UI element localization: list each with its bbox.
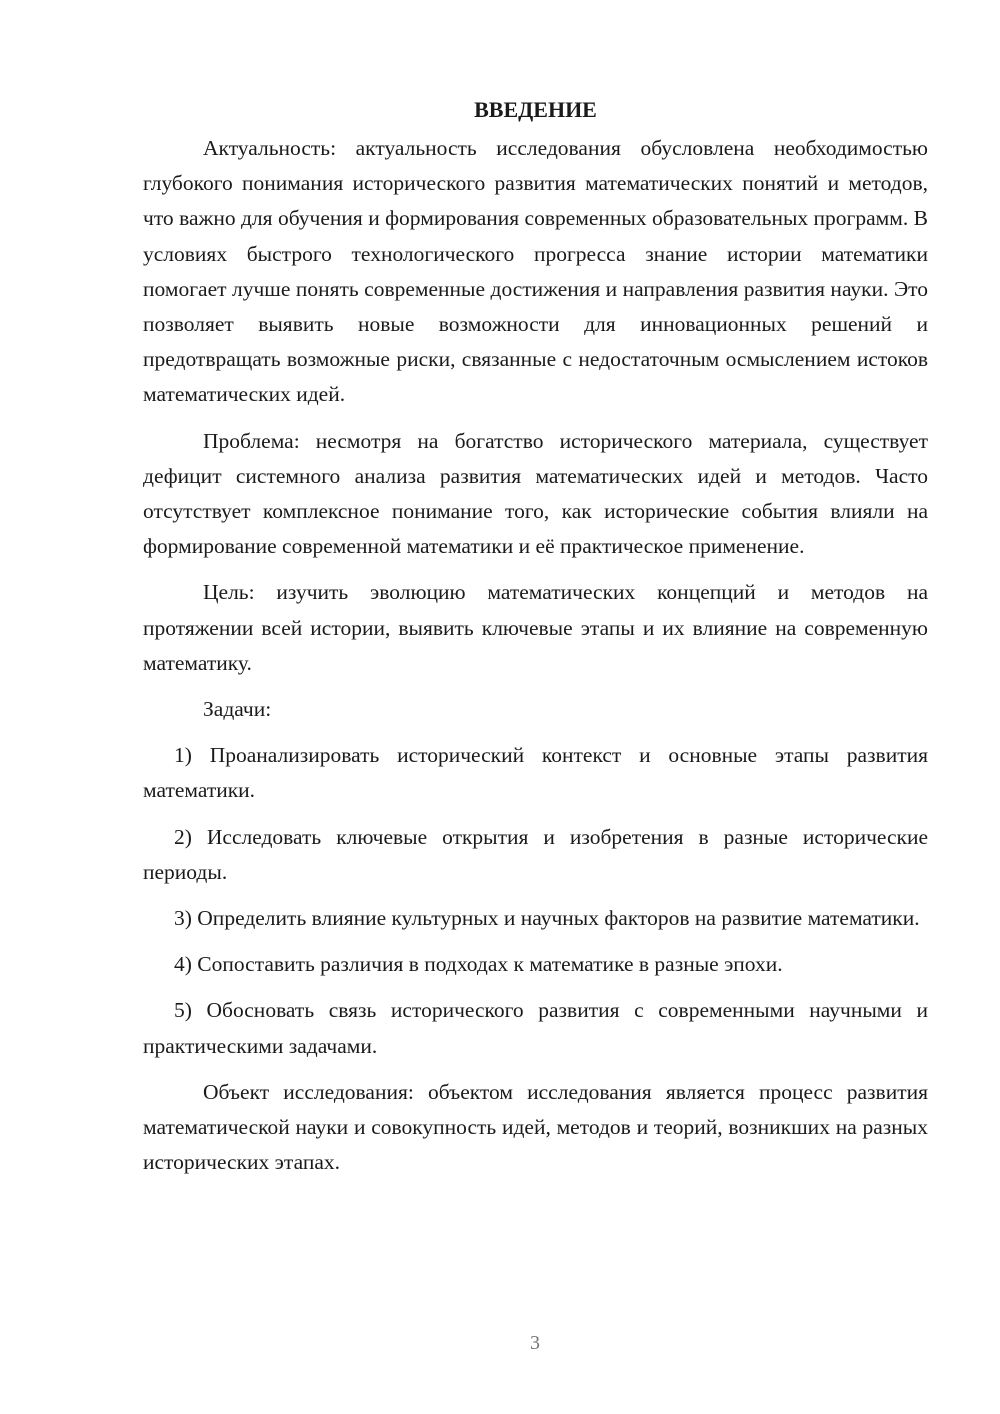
task-item: 2) Исследовать ключевые открытия и изобретения в разные исторические периоды.	[143, 824, 928, 884]
relevance-paragraph: Актуальность: актуальность исследования обусловлена необходимостью глубокого понимания исторического развития математических понятий и методов, что важно для обучения и формирования современных образовательных программ. В условиях быстрого технологического прогресса знание истории математики помогает лучше понять современные достижения и направления развития науки. Это позволяет выявить новые возможности для инновационных решений и предотвращать возможные риски, связанные с недостаточным осмыслением истоков математических идей.	[143, 136, 928, 407]
task-item: 5) Обосновать связь исторического развития с современными научными и практическими задачами.	[143, 998, 928, 1058]
task-item: 4) Сопоставить различия в подходах к математике в разные эпохи.	[174, 952, 783, 977]
section-title: ВВЕДЕНИЕ	[474, 97, 597, 122]
object-paragraph: Объект исследования: объектом исследования является процесс развития математической науки и совокупность идей, методов и теорий, возникших на разных исторических этапах.	[143, 1079, 928, 1175]
goal-paragraph: Цель: изучить эволюцию математических концепций и методов на протяжении всей истории, выявить ключевые этапы и их влияние на современную математику.	[143, 580, 928, 675]
document-page	[143, 92, 928, 1191]
problem-paragraph: Проблема: несмотря на богатство исторического материала, существует дефицит системного анализа развития математических идей и методов. Часто отсутствует комплексное понимание того, как исторические события влияли на формирование современной математики и её практическое применение.	[143, 428, 928, 559]
tasks-heading: Задачи:	[203, 697, 272, 722]
task-item: 1) Проанализировать исторический контекст и основные этапы развития математики.	[143, 743, 928, 803]
page-number: 3	[530, 1332, 540, 1354]
task-item: 3) Определить влияние культурных и научных факторов на развитие математики.	[174, 906, 920, 931]
